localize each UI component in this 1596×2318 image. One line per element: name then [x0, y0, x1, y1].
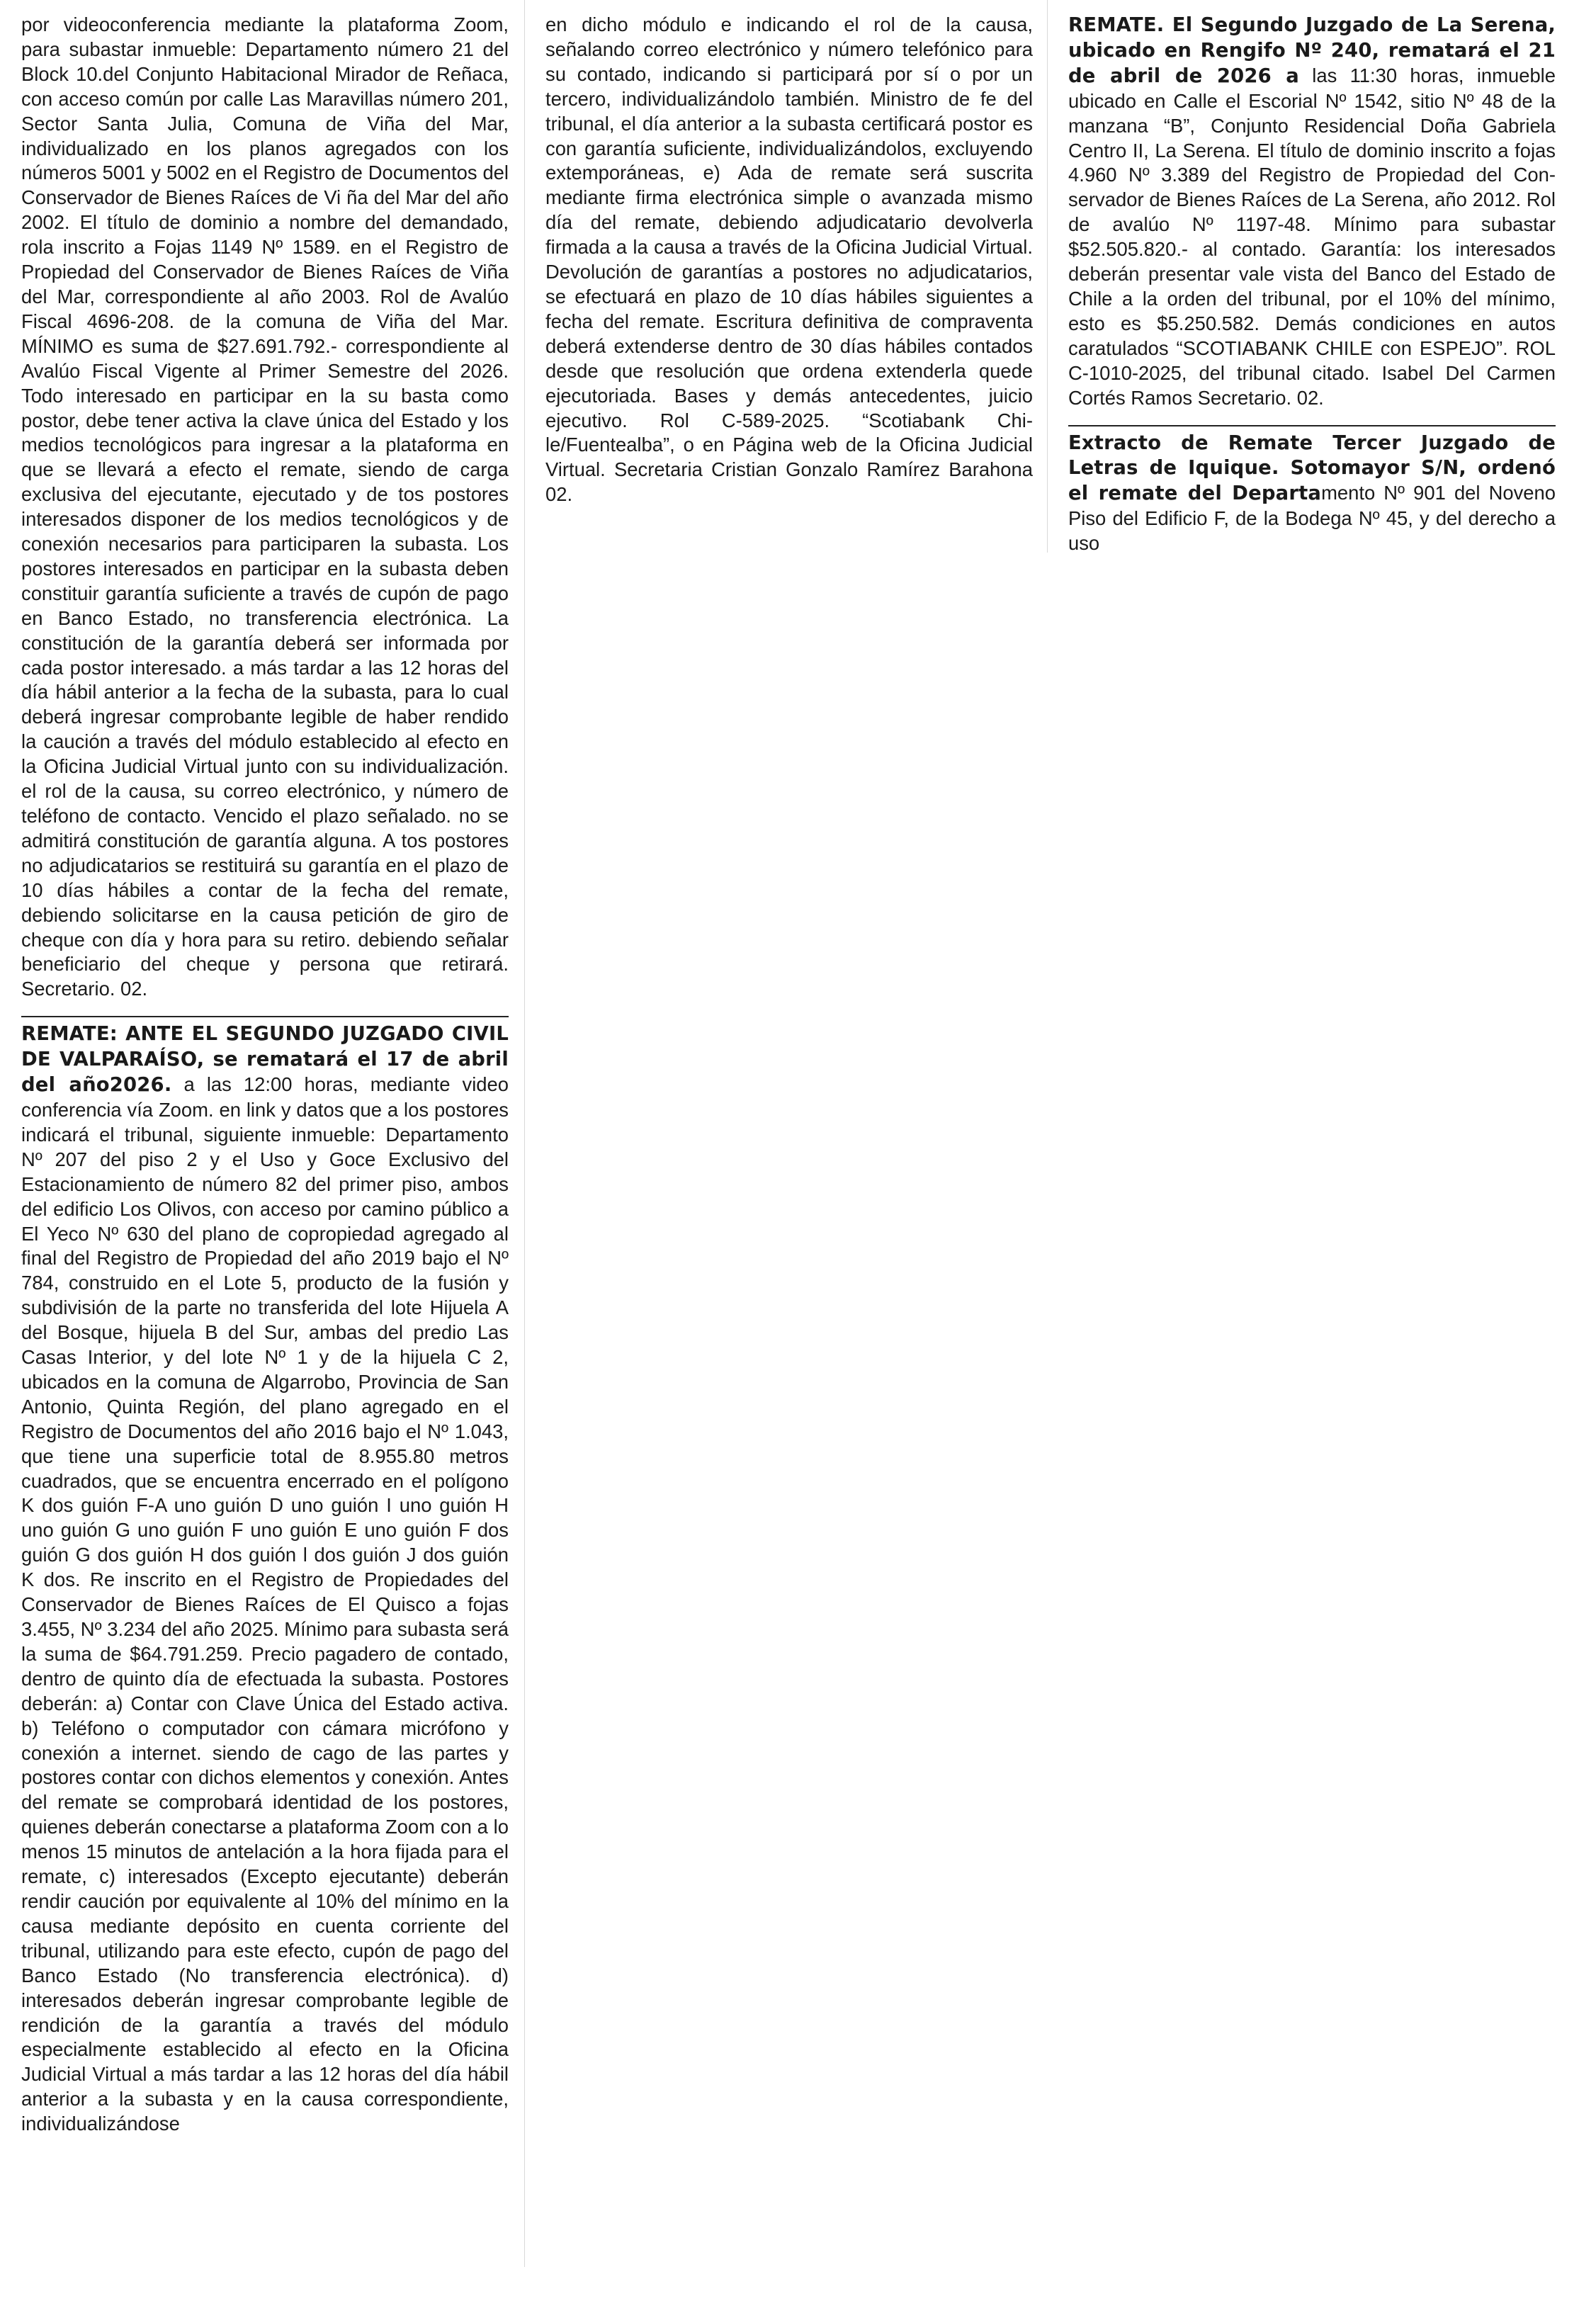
column-3 — [1068, 13, 1556, 556]
notice-paragraph — [1068, 431, 1556, 557]
notice-heading: REMATE. El Segundo Juzgado de La Serena, ubicado en Rengifo Nº 240, rematará el 21 de abril de 2026 a — [1068, 14, 1556, 87]
notice-paragraph — [545, 13, 1033, 507]
notice-heading: REMATE: ANTE EL SEGUNDO JUZGADO CIVIL DE VALPARAÍSO, se rematará el 17 de abril del año2026. — [21, 1023, 509, 1097]
notice-body: mento Nº 901 del Noveno Piso del Edificio F, de la Bodega Nº 45, y del derecho a uso — [1068, 482, 1556, 555]
notice-separator — [21, 1016, 509, 1017]
notice-paragraph — [1068, 13, 1556, 411]
notice-body: por videoconferencia mediante la plataforma Zoom, para subastar inmueble: Departamento número 21 del Block 10.del Conjunto Habitacional Mirador de Reñaca, con acceso común por calle Las Maravillas número 201, Sector Santa Julia, Comuna de Viña del Mar, individualizado en los planos agregados con los números 5001 y 5002 en el Registro de Documentos del Conservador de Bienes Raíces de Vi ña del Mar del año 2002. El título de dominio a nombre del demandado, rola inscrito a Fojas 1149 Nº 1589. en el Registro de Propiedad del Conservador de Bienes Raíces de Viña del Mar, correspondiente al año 2003. Rol de Avalúo Fiscal 4696-208. de la comuna de Viña del Mar. MÍNIMO es suma de $27.691.792.- correspondiente al Avalúo Fiscal Vigente al Primer Semestre del 2026. Todo interesado en participar en la su basta como postor, debe tener activa la clave única del Estado y los medios tecnológicos para ingresar a la plataforma en que se llevará a efecto el remate, siendo de carga exclusiva del ejecutante, ejecutado y de tos postores interesados disponer de los medios tecnológicos y de conexión necesarios para participaren la subasta. Los postores interesados en participar en la subasta deben constituir garantía suficiente a través de cupón de pago en Banco Estado, no transferencia electrónica. La constitución de la garantía deberá ser informada por cada postor interesado. a más tardar a las 12 horas del día hábil anterior a la fecha de la subasta, para lo cual deberá ingresar comprobante legible de haber rendido la caución a través del módulo establecido al efecto en la Oficina Judicial Virtual junto con su individualización. el rol de la causa, su correo electrónico, y número de teléfono de contacto. Vencido el plazo señalado. no se admitirá constitución de garantía alguna. A tos postores no adjudicatarios se restituirá su garantía en el plazo de 10 días hábiles a contar de la fecha del remate, debiendo solicitarse en la causa petición de giro de cheque con día y hora para su retiro. debiendo señalar beneficiario del cheque y persona que retirará. Secretario. 02. — [21, 13, 509, 1000]
notice-separator — [1068, 425, 1556, 426]
notice-body: a las 12:00 horas, mediante video conferencia vía Zoom. en link y datos que a los postores indicará el tribunal, siguiente inmueble: Departamento Nº 207 del piso 2 y el Uso y Goce Exclusivo del Estacionamiento de número 82 del primer piso, ambos del edificio Los Olivos, con acceso por camino público a El Yeco Nº 630 del plano de copropiedad agregado al final del Registro de Propiedad del año 2019 bajo el Nº 784, construido en el Lote 5, producto de la fusión y subdivisión de la parte no transferida del lote Hijuela A del Bosque, hijuela B del Sur, ambas del predio Las Casas Interior, y del lote Nº 1 y de la hijuela C 2, ubicados en la comuna de Algarrobo, Provincia de San Antonio, Quinta Región, del plano agregado en el Registro de Documentos del año 2016 bajo el Nº 1.043, que tiene una superficie total de 8.955.80 metros cuadrados, que se encuentra encerrado en el polígono K dos guión F-A uno guión D uno guión I uno guión H uno guión G uno guión F uno guión E uno guión F dos guión G dos guión H dos guión l dos guión J dos guión K dos. Re inscrito en el Registro de Propiedades del Conservador de Bienes Raíces de El Quisco a fojas 3.455, Nº 3.234 del año 2025. Mínimo para subasta será la suma de $64.791.259. Precio pagadero de contado, dentro de quinto día de efectuada la subasta. Postores deberán: a) Contar con Clave Única del Estado activa. b) Teléfono o computador con cámara micrófono y conexión a internet. siendo de cago de las partes y postores contar con dichos elementos y conexión. Antes del remate se comprobará identidad de los postores, quienes deberán conectarse a plataforma Zoom con a lo menos 15 minutos de antelación a la hora fijada para el remate, c) interesados (Excepto ejecutante) deberán rendir caución por equivalente al 10% del mínimo en la causa mediante depósito en cuenta corriente del tribunal, utilizando para este efecto, cupón de pago del Banco Estado (No transferencia electrónica). d) interesados deberán ingresar comprobante legible de rendición de la garantía a través del módulo especialmente establecido al efecto en la Oficina Judicial Virtual a más tardar a las 12 horas del día hábil anterior a la subasta y en la causa correspondiente, individualizándose — [21, 1073, 509, 2135]
notice-heading: Extracto de Remate Tercer Juzgado de Letras de Iquique. Sotomayor S/N, ordenó el remate del Departa — [1068, 431, 1556, 505]
notice-paragraph — [21, 13, 509, 1002]
column-divider — [1047, 0, 1048, 553]
column-divider — [524, 0, 525, 2267]
notice-paragraph — [21, 1022, 509, 2137]
notice-body: en dicho módulo e indicando el rol de la causa, señalando correo electrónico y número telefónico para su contado, indicando si participará por sí o por un tercero, individualizándolo también. Ministro de fe del tribunal, el día anterior a la subasta certificará postor es con garantía suficiente, individualizándolos, excluyendo extemporáneas, e) Ada de remate será suscrita mediante firma electrónica simple o avanzada mismo día del remate, debiendo adjudicatario devolverla firmada a la causa a través de la Oficina Judicial Virtual. Devolución de garantías a postores no adjudicatarios, se efectuará en plazo de 10 días hábiles siguientes a fecha del remate. Escritura definitiva de compraventa deberá extenderse dentro de 30 días hábiles contados desde que resolución que ordena extenderla quede ejecutoriada. Bases y demás antecedentes, juicio ejecutivo. Rol C-589-2025. “Scotiabank Chile/Fuentealba”, o en Página web de la Oficina Judicial Virtual. Secretaria Cristian Gonzalo Ramírez Barahona 02. — [545, 13, 1033, 506]
notice-body: las 11:30 horas, inmueble ubicado en Calle el Escorial Nº 1542, sitio Nº 48 de la manzana “B”, Conjunto Residencial Doña Gabriela Centro II, La Serena. El título de dominio inscrito a fojas 4.960 Nº 3.389 del Registro de Propiedad del Conservador de Bienes Raíces de La Serena, año 2012. Rol de avalúo Nº 1197-48. Mínimo para subastar $52.505.820.- al contado. Garantía: los interesados deberán presentar vale vista del Banco del Estado de Chile a la orden del tribunal, por el 10% del mínimo, esto es $5.250.582. Demás condiciones en autos caratulados “SCOTIABANK CHILE con ESPEJO”. ROL C-1010-2025, del tribunal citado. Isabel Del Carmen Cortés Ramos Secretario. 02. — [1068, 64, 1556, 409]
column-2 — [545, 13, 1033, 507]
column-1 — [21, 13, 509, 2137]
